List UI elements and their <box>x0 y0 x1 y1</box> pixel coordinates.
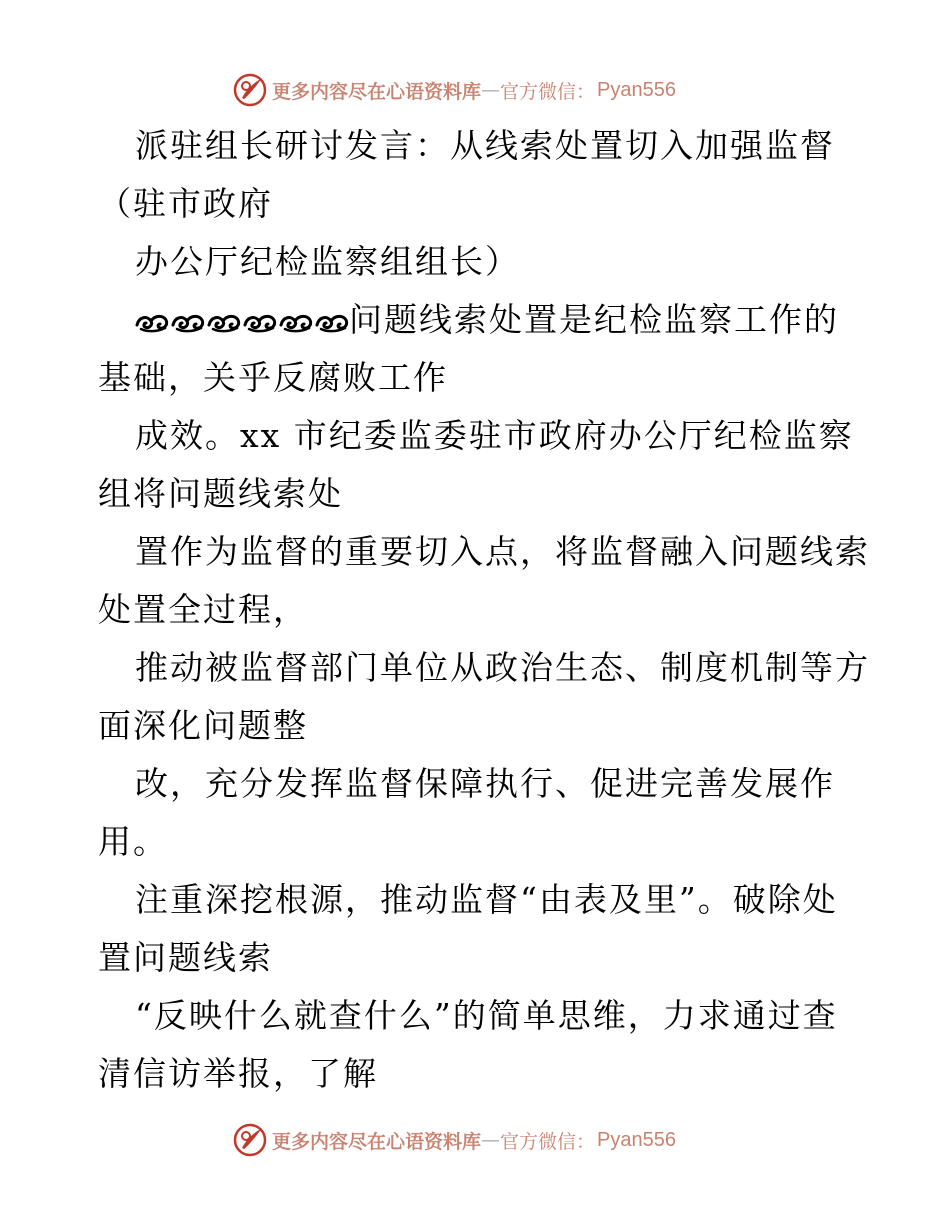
text-line <box>98 349 858 407</box>
text-line <box>98 291 858 349</box>
text-line-content: 办公厅纪检监察组组长） <box>135 242 520 281</box>
text-line-content: “反映什么就查什么”的简单思维，力求通过查 <box>135 996 838 1035</box>
text-line <box>98 465 858 523</box>
banner-separator: — <box>481 79 501 101</box>
ornament-icon <box>279 311 313 333</box>
text-line-content: 处置全过程， <box>98 590 308 629</box>
text-line <box>98 233 858 291</box>
ornament-icon <box>243 311 277 333</box>
text-line-content: 置问题线索 <box>98 938 273 977</box>
text-line <box>98 755 858 813</box>
text-line <box>98 407 858 465</box>
banner-wechat-id: Pyan556 <box>597 78 676 101</box>
text-line-content: 注重深挖根源，推动监督“由表及里”。破除处 <box>135 880 838 919</box>
text-line-content: 改，充分发挥监督保障执行、促进完善发展作 <box>135 764 835 803</box>
text-line-content: （驻市政府 <box>98 184 273 223</box>
text-line-content: 用。 <box>98 822 168 861</box>
text-line <box>98 581 858 639</box>
ornament-icon <box>315 311 349 333</box>
ornament-group <box>135 311 349 333</box>
banner-wechat-id: Pyan556 <box>597 1128 676 1151</box>
footer-banner <box>232 1120 676 1160</box>
quill-logo-icon <box>232 72 268 108</box>
text-line-content: 推动被监督部门单位从政治生态、制度机制等方 <box>135 648 870 687</box>
banner-slogan: 更多内容尽在心语资料库 <box>272 80 482 103</box>
text-line <box>98 987 858 1045</box>
text-line <box>98 117 858 175</box>
text-line-content: 成效。xx 市纪委监委驻市政府办公厅纪检监察 <box>135 416 854 455</box>
text-line <box>98 523 870 581</box>
text-line <box>98 697 858 755</box>
ornament-icon <box>171 311 205 333</box>
header-banner <box>232 70 676 110</box>
text-line <box>98 175 858 233</box>
text-line <box>98 813 858 871</box>
banner-slogan: 更多内容尽在心语资料库 <box>272 1130 482 1153</box>
ornament-icon <box>207 311 241 333</box>
banner-wechat-label: 官方微信： <box>500 1130 596 1153</box>
text-line-content: 面深化问题整 <box>98 706 308 745</box>
banner-separator: — <box>481 1129 501 1151</box>
text-line-content: 问题线索处置是纪检监察工作的 <box>349 300 839 339</box>
document-body <box>98 117 870 1103</box>
ornament-icon <box>135 311 169 333</box>
text-line-content: 组将问题线索处 <box>98 474 343 513</box>
text-line <box>98 871 858 929</box>
text-line-content: 基础，关乎反腐败工作 <box>98 358 448 397</box>
quill-logo-icon <box>232 1122 268 1158</box>
text-line-content: 派驻组长研讨发言：从线索处置切入加强监督 <box>135 126 835 165</box>
text-line <box>98 639 870 697</box>
banner-wechat-label: 官方微信： <box>500 80 596 103</box>
text-line-content: 置作为监督的重要切入点，将监督融入问题线索 <box>135 532 870 571</box>
text-line <box>98 929 858 987</box>
text-line-content: 清信访举报，了解 <box>98 1054 378 1093</box>
text-line <box>98 1045 858 1103</box>
